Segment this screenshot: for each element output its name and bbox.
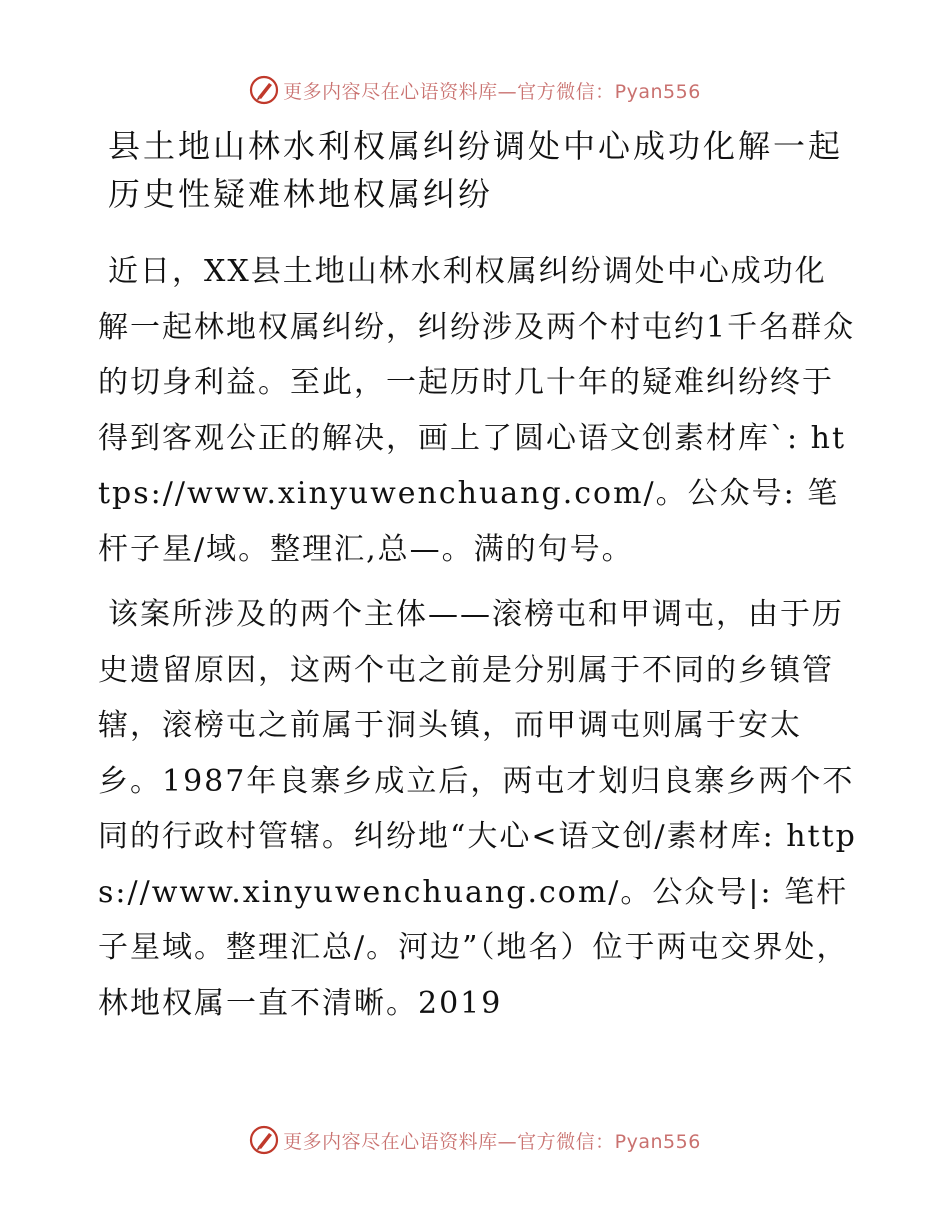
footer-banner [0, 1120, 950, 1160]
page-title: 县土地山林水利权属纠纷调处中心成功化解一起历史性疑难林地权属纠纷 [108, 127, 844, 213]
document-body [98, 122, 858, 1041]
pen-logo-icon [249, 1125, 279, 1155]
paragraph-2: 该案所涉及的两个主体——滚榜屯和甲调屯，由于历史遗留原因，这两个屯之前是分别属于不同的乡镇管辖，滚榜屯之前属于洞头镇，而甲调屯则属于安太乡。1987年良寨乡成立后，两屯才划归良寨乡两个不同的行政村管辖。纠纷地“大心<语文创/素材库: https://www.xinyuwenchuang.com/。公众号|: 笔杆子星域。整理汇总/。河边”（地名）位于两屯交界处，林地权属一直不清晰。2019 [98, 597, 857, 1021]
header-banner [0, 70, 950, 110]
paragraph-1: 近日，XX县土地山林水利权属纠纷调处中心成功化解一起林地权属纠纷，纠纷涉及两个村屯约1千名群众的切身利益。至此，一起历时几十年的疑难纠纷终于得到客观公正的解决，画上了圆心语文创素材库`: https://www.xinyuwenchuang.com/。公众号: 笔杆子星/域。整理汇,总—。满的句号。 [98, 254, 856, 567]
banner-text: 更多内容尽在心语资料库—官方微信：Pyan556 [283, 80, 701, 103]
pen-logo-icon [249, 75, 279, 105]
banner-text: 更多内容尽在心语资料库—官方微信：Pyan556 [283, 1130, 701, 1153]
